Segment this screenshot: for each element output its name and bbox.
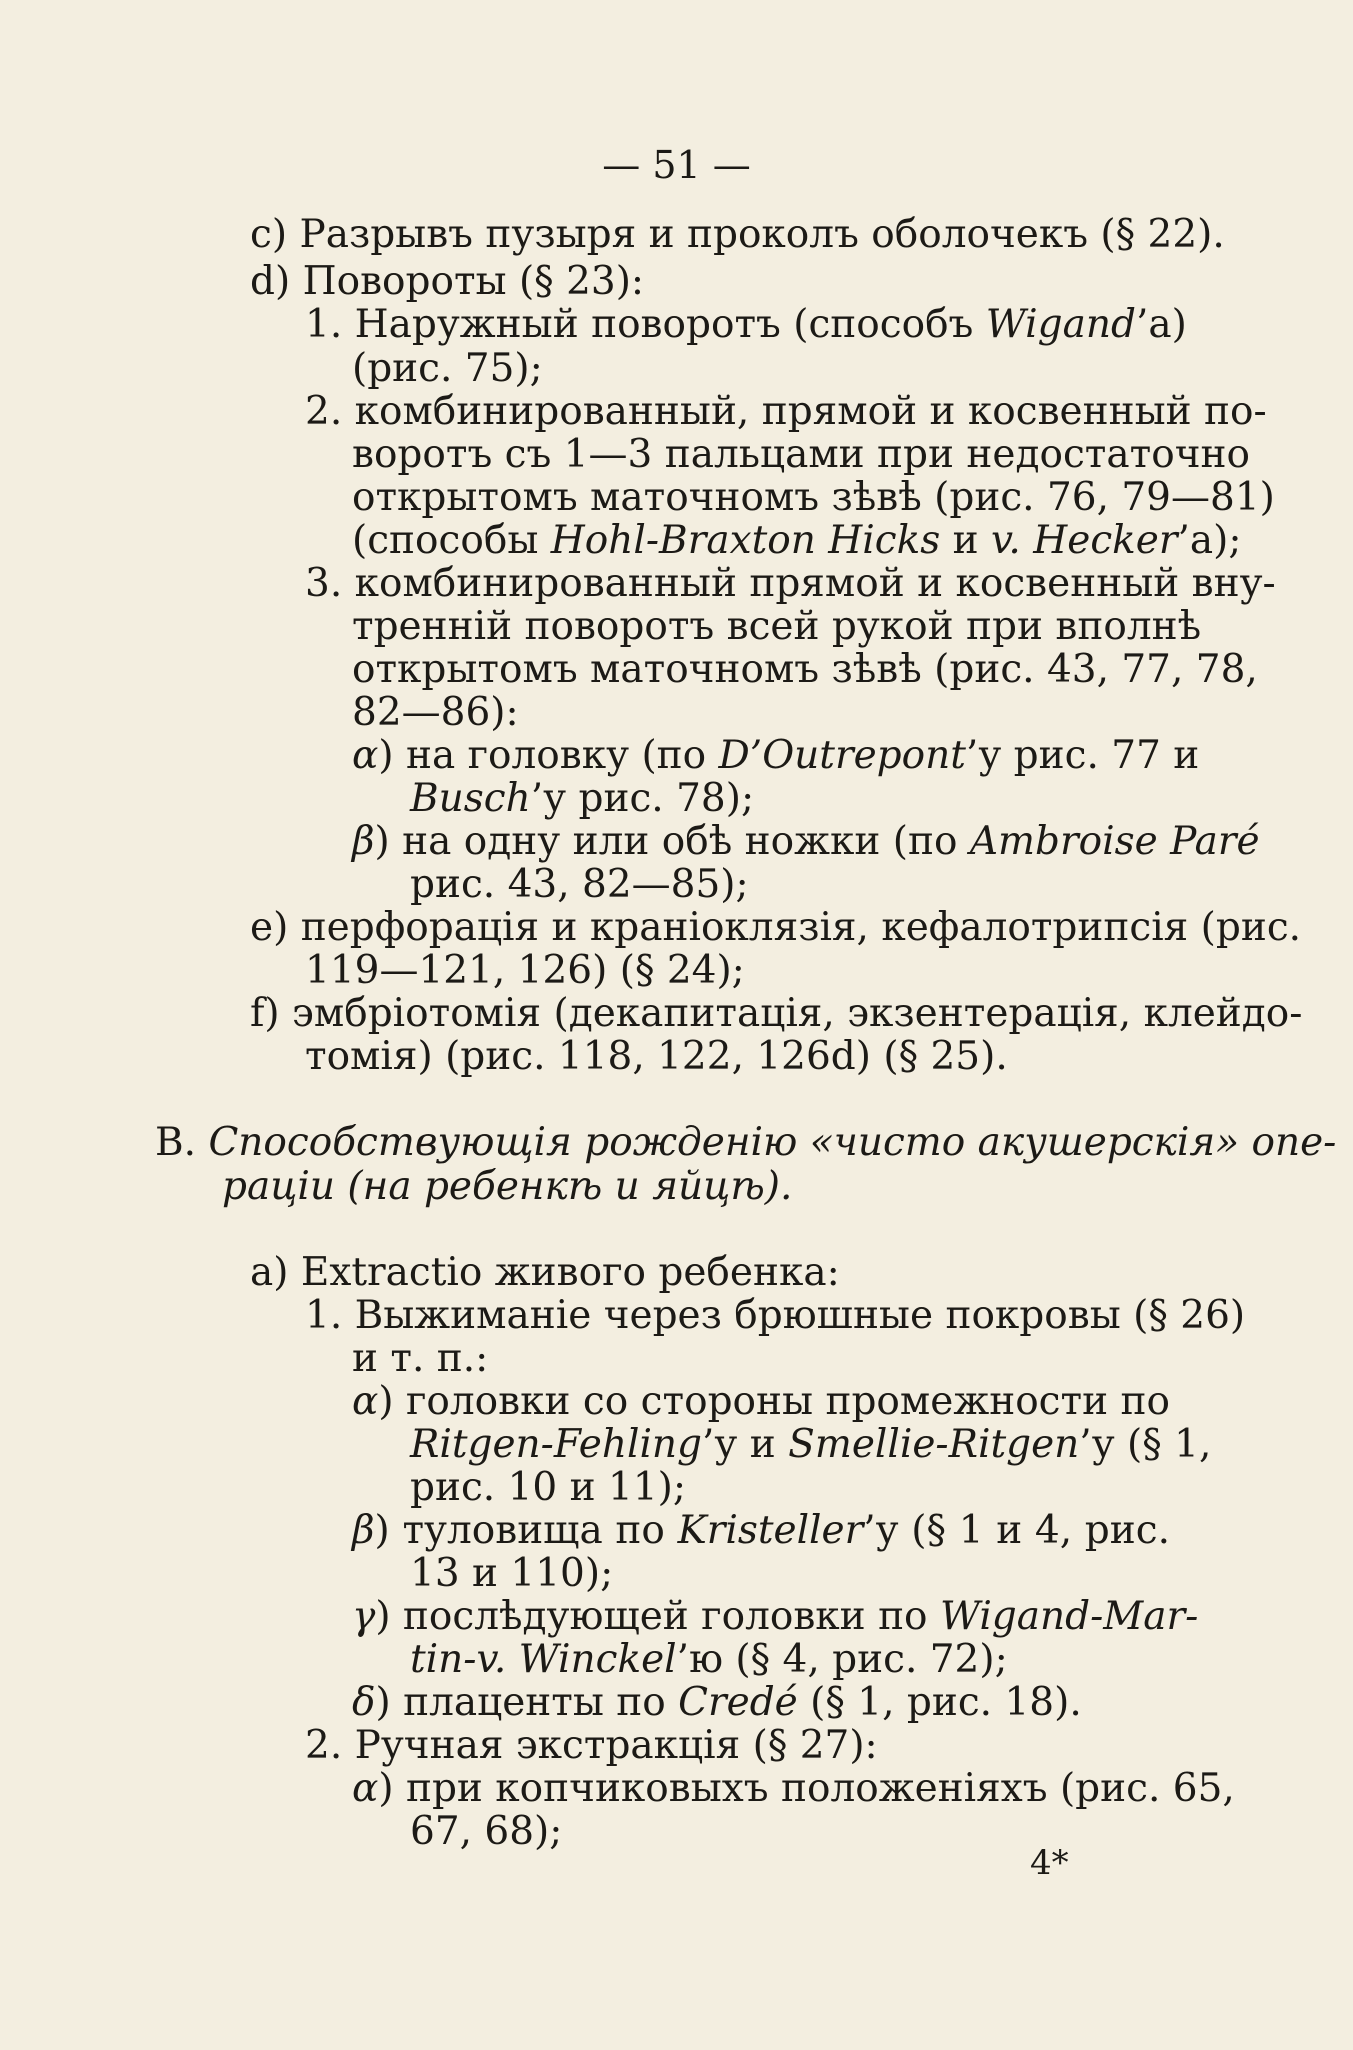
text-line <box>352 518 1242 564</box>
italic-text: Kristeller <box>677 1508 864 1553</box>
text-line <box>352 1336 1170 1382</box>
text-run: открытомъ маточномъ зѣвѣ (рис. 76, 79—81) <box>352 475 1275 520</box>
text-line <box>352 733 1200 779</box>
text-run: ’у рис. 78); <box>530 776 755 821</box>
text-run: ) головки со стороны промежности по <box>378 1379 1170 1424</box>
italic-text: Busch <box>410 776 531 821</box>
text-line <box>352 604 1202 650</box>
text-line <box>155 1120 1337 1166</box>
text-line <box>352 647 1258 693</box>
text-run: ’а) <box>1135 302 1187 347</box>
italic-text: γ <box>352 1594 376 1639</box>
italic-text: v. Hecker <box>991 518 1178 563</box>
text-run: ) на головку (по <box>378 733 719 778</box>
text-line <box>352 690 1170 736</box>
text-run: тренній поворотъ всей рукой при вполнѣ <box>352 604 1202 649</box>
text-run: 2. Ручная экстракція (§ 27): <box>305 1723 878 1768</box>
text-run: 67, 68); <box>410 1809 563 1854</box>
text-run: ) на одну или обѣ ножки (по <box>374 819 970 864</box>
text-run: ) туловища по <box>374 1508 678 1553</box>
text-line <box>410 1551 1170 1597</box>
text-run: открытомъ маточномъ зѣвѣ (рис. 43, 77, 78, <box>352 647 1258 692</box>
text-run: и <box>940 518 992 563</box>
text-run: рис. 43, 82—85); <box>410 862 749 907</box>
text-line <box>305 1293 1246 1339</box>
italic-text: β <box>352 1508 375 1553</box>
text-line <box>352 1508 1170 1554</box>
italic-text: α <box>352 733 379 778</box>
text-run: 119—121, 126) (§ 24); <box>305 948 745 993</box>
text-run: ’у рис. 77 и <box>965 733 1200 778</box>
text-run: (§ 1, рис. 18). <box>797 1680 1082 1725</box>
text-run: ) послѣдующей головки по <box>375 1594 940 1639</box>
text-run: c) Разрывъ пузыря и проколъ оболочекъ (§ 22). <box>250 212 1225 257</box>
text-run: 1. Выжиманіе через брюшные покровы (§ 26) <box>305 1293 1246 1338</box>
italic-text: β <box>352 819 375 864</box>
text-run: 1. Наружный поворотъ (способъ <box>305 302 986 347</box>
text-line <box>410 1422 1212 1468</box>
text-line <box>410 1637 1170 1683</box>
text-line <box>305 302 1187 348</box>
italic-text: Credé <box>678 1680 798 1725</box>
text-line <box>305 1034 1170 1080</box>
text-line <box>352 346 1170 392</box>
text-run: B. <box>155 1120 209 1165</box>
text-line <box>352 819 1260 865</box>
text-run: ) плаценты по <box>375 1680 679 1725</box>
italic-text: tin-v. Winckel <box>410 1637 677 1682</box>
text-line <box>250 212 1225 258</box>
page-number: — 51 — <box>602 143 751 187</box>
text-line <box>222 1164 1170 1210</box>
text-run: a) Extractio живого ребенка: <box>250 1250 840 1295</box>
text-line <box>305 1723 1170 1769</box>
text-run: 3. комбинированный прямой и косвенный вну- <box>305 561 1276 606</box>
text-run: ’а); <box>1177 518 1242 563</box>
italic-text: Smellie-Ritgen <box>788 1422 1080 1467</box>
text-line <box>250 259 1170 305</box>
text-run: 13 и 110); <box>410 1551 614 1596</box>
text-run: 2. комбинированный, прямой и косвенный по- <box>305 389 1267 434</box>
text-run: воротъ съ 1—3 пальцами при недостаточно <box>352 432 1250 477</box>
italic-text: D’Outrepont <box>718 733 966 778</box>
text-run: 82—86): <box>352 690 519 735</box>
italic-text: Ambroise Paré <box>969 819 1260 864</box>
text-line <box>250 1250 1170 1296</box>
text-line <box>305 948 1170 994</box>
italic-text: Hohl-Braxton Hicks <box>550 518 941 563</box>
text-run: рис. 10 и 11); <box>410 1465 686 1510</box>
italic-text: Ritgen-Fehling <box>410 1422 703 1467</box>
text-line <box>410 862 1170 908</box>
text-run: томія) (рис. 118, 122, 126d) (§ 25). <box>305 1034 1008 1079</box>
text-run: f) эмбріотомія (декапитація, экзентерація, клейдо- <box>250 991 1303 1036</box>
italic-text: δ <box>352 1680 376 1725</box>
italic-text: α <box>352 1766 379 1811</box>
text-line <box>305 561 1276 607</box>
text-run: ’у (§ 1 и 4, рис. <box>863 1508 1170 1553</box>
text-run: и т. п.: <box>352 1336 489 1381</box>
text-line <box>250 905 1302 951</box>
italic-text: Wigand-Mar- <box>939 1594 1199 1639</box>
text-run: (способы <box>352 518 551 563</box>
text-line <box>352 1680 1170 1726</box>
text-line <box>305 389 1267 435</box>
text-run: ) при копчиковыхъ положеніяхъ (рис. 65, <box>378 1766 1235 1811</box>
text-run: (рис. 75); <box>352 346 543 391</box>
text-run: d) Повороты (§ 23): <box>250 259 645 304</box>
italic-text: Способствующія рожденію «чисто акушерскія» опе- <box>208 1120 1337 1165</box>
italic-text: α <box>352 1379 379 1424</box>
text-run: ’у (§ 1, <box>1079 1422 1212 1467</box>
text-run: ’ю (§ 4, рис. 72); <box>676 1637 1008 1682</box>
text-line <box>352 475 1275 521</box>
text-run: e) перфорація и краніоклязія, кефалотрипсія (рис. <box>250 905 1302 950</box>
text-run: ’у и <box>702 1422 789 1467</box>
signature-mark: 4* <box>1030 1843 1069 1883</box>
text-line <box>410 1465 1170 1511</box>
text-line <box>352 1594 1199 1640</box>
italic-text: Wigand <box>985 302 1136 347</box>
text-line <box>352 432 1250 478</box>
italic-text: раціи (на ребенкѣ и яйцѣ). <box>222 1164 793 1209</box>
text-line <box>352 1766 1235 1812</box>
text-line <box>410 776 1170 822</box>
text-line <box>352 1379 1170 1425</box>
text-line <box>250 991 1303 1037</box>
